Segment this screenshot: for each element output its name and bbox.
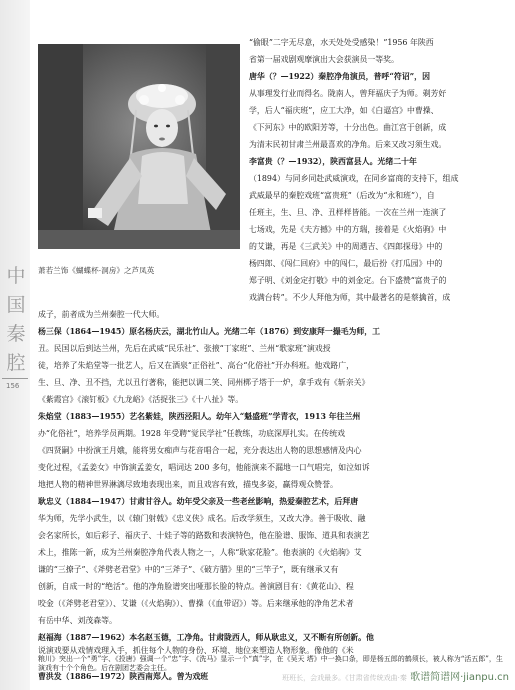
text-line: 术上，推陈一新，成为兰州秦腔净角代表人物之一，人称“耿家花脸”。他表演的《火焰驹》艾 [38, 548, 362, 557]
text-line: 任班主，生、旦、净、丑样样皆能。一次在兰州一连演了 [249, 208, 447, 217]
text-line: 朱焰堂（1883—1955）艺名紫娃，陕西泾阳人。幼年入“魁盛班”学青衣，1913 年往兰州 [38, 412, 361, 421]
text-line: 华为师，先学小武生，以《辕门射戟》《忠义侠》成名。后改学须生，又改大净。善于吸收、融 [38, 514, 366, 523]
text-line: 谦的“三撩子”、《斧劈老君堂》中的“三斧子”、《破方腊》里的“三竿子”，既有继承又有 [38, 565, 339, 574]
side-running-title [4, 262, 28, 378]
text-line: 会名家所长，如后彩子、福庆子、十娃子等的路数和表演特色，他在脸谱、服饰、道具和表演艺 [38, 531, 370, 540]
text-line: 省第一届戏剧观摩演出大会获演员一等奖。 [249, 55, 399, 64]
text-line: （1894）与同乡同赴武威演戏，在同乡富商的支持下，组成 [249, 174, 459, 183]
text-line: 地把人物的精神世界淋漓尽致地表现出来，而且戏容有致，描曳多姿，赢得观众赞誉。 [38, 480, 338, 489]
text-line: 生、旦、净、丑不挡，尤以丑行著称，能把以调二笑、同州梆子塔于一炉，拿手戏有《斩亲关》 [38, 378, 370, 387]
text-line: 从事理发行业而得名。陇南人，曾拜福庆子为师。剃芳好 [249, 89, 447, 98]
text-line: 《四贤嗣》中扮演王月娥，能将男女痴声与花音唱合一起，充分表达出人物的思想感情及内心 [38, 446, 362, 455]
photo-caption: 萧若兰饰《蝴蝶杯·洞房》之芦凤英 [38, 266, 155, 275]
page-number: 156 [6, 382, 20, 390]
text-line: 的艾谦，再是《三武关》中的周遇吉、《四郎探母》中的 [249, 242, 443, 251]
side-title-char: 腔 [6, 352, 26, 374]
side-title-char: 秦 [6, 323, 26, 345]
text-line: 耿忠义（1884—1947）甘肃甘谷人。幼年受父亲及一些老丝影响，热爱秦腔艺术，后拜唐 [38, 497, 359, 506]
text-line: 为清末民初甘肃兰州最喜欢的净角。后来又改习须生戏。 [249, 140, 447, 149]
opera-performer-photo [38, 44, 240, 249]
side-title-char: 国 [6, 294, 26, 316]
side-title-char: 中 [6, 265, 26, 287]
text-line: 杨四郎、《闯仁回府》中的闯仁，最后扮《打瓜园》中的 [249, 259, 443, 268]
text-line: 有岳中华、刘茂森等。 [38, 616, 117, 625]
text-line: 《下河东》中的欧阳芳等，十分出色。曲江宫于创新，成 [249, 123, 447, 132]
text-line: “偷眼”二字无尽意，水天处处受感染！”1956 年陕西 [249, 38, 434, 47]
text-line: 郑子明、《刘金定打敬》中的刘金定。台下盛赞“富贵子的 [249, 276, 447, 285]
text-line: 粮川》突出一个“勇”字、《投唐》强调一个“忠”字、《洗马》显示一个“真”字，在《吴天 塔》中一换口条，即是杨五郎的鹤须长，被人称为“活五郎”，生演戏有十个个角色。后在剧团艺委会主任。 [38, 655, 503, 672]
text-line: 杨三保（1864—1945）原名杨庆云，湖北竹山人。光绪二年（1876）到安康拜一撮毛为师，工 [38, 327, 381, 336]
text-line: 曹洪发（1886—1972）陕西南郑人。曾为戏班 [38, 672, 209, 681]
text-line: 变化过程，《孟姜女》中饰演孟姜女，唱词达 200 多句，他能演来不漏地一口气唱完，如泣如诉 [38, 463, 370, 472]
text-line: 徒，培养了朱焰堂等一批艺人，后又在酒泉“正俗社”、高台“化俗社”开办科班。他戏路广， [38, 361, 354, 370]
text-line: 创新，自成一时的“绝活”。他的净角脸谱突出哑那长脸的特点。善演剧目有：《黄花山》、程 [38, 582, 354, 591]
text-line: 说演戏要从戏情戏理入手，抓住每个人物的身份、环境、地位来塑造人物形象。像他的《米 [38, 646, 354, 655]
faded-text: 班班长，会戏最多。《甘肃省传统戏曲·秦 [282, 674, 407, 682]
text-line: 丑。民国以后到达兰州，先后在武威“民乐社”、张掖“丁家班”、兰州“歌家班”演戏授 [38, 344, 331, 353]
text-line: 武威最早的秦腔戏班“富贵班”（后改为“永和班”），自 [249, 191, 435, 200]
text-line: 学，后人“福庆班”，应工大净，如《白逼宫》中曹操、 [249, 106, 439, 115]
text-line: 办“化俗社”，培养学员两期。1928 年受聘“觉民学社”任教练，功底深厚扎实。在传统戏 [38, 429, 346, 438]
text-line: 成子，前者成为兰州秦腔一代大师。 [38, 310, 165, 319]
text-line: 七场戏，先是《夫方撼》中的方瑞，接着是《火焰驹》中 [249, 225, 447, 234]
text-line: 赵福海（1887—1962）本名赵玉德，工净角。甘肃陇西人，师从耿忠义，又不断有所创新。他 [38, 633, 374, 642]
text-line: 《紫霞宫》《滚钉板》《九龙峪》《活捉张三》《十八扯》等。 [38, 395, 244, 404]
text-line: 唐华（？—1922）秦腔净角演员，普呼“符诏”，因 [249, 72, 430, 81]
text-line: 咬金（《斧劈老君堂》）、艾谦（《火焰驹》）、曹操（《血带诏》）等。后来继承他的净角艺术者 [38, 599, 354, 608]
text-line: 李富贵（？—1932），陕西富县人。光绪二十年 [249, 157, 417, 166]
text-line: 戏满台转”。不少人拜他为师，其中最著名的是蔡擒首，成 [249, 293, 451, 302]
side-divider [2, 378, 28, 379]
watermark-site: 歌谱简谱网·jianpu.cn [410, 672, 509, 683]
